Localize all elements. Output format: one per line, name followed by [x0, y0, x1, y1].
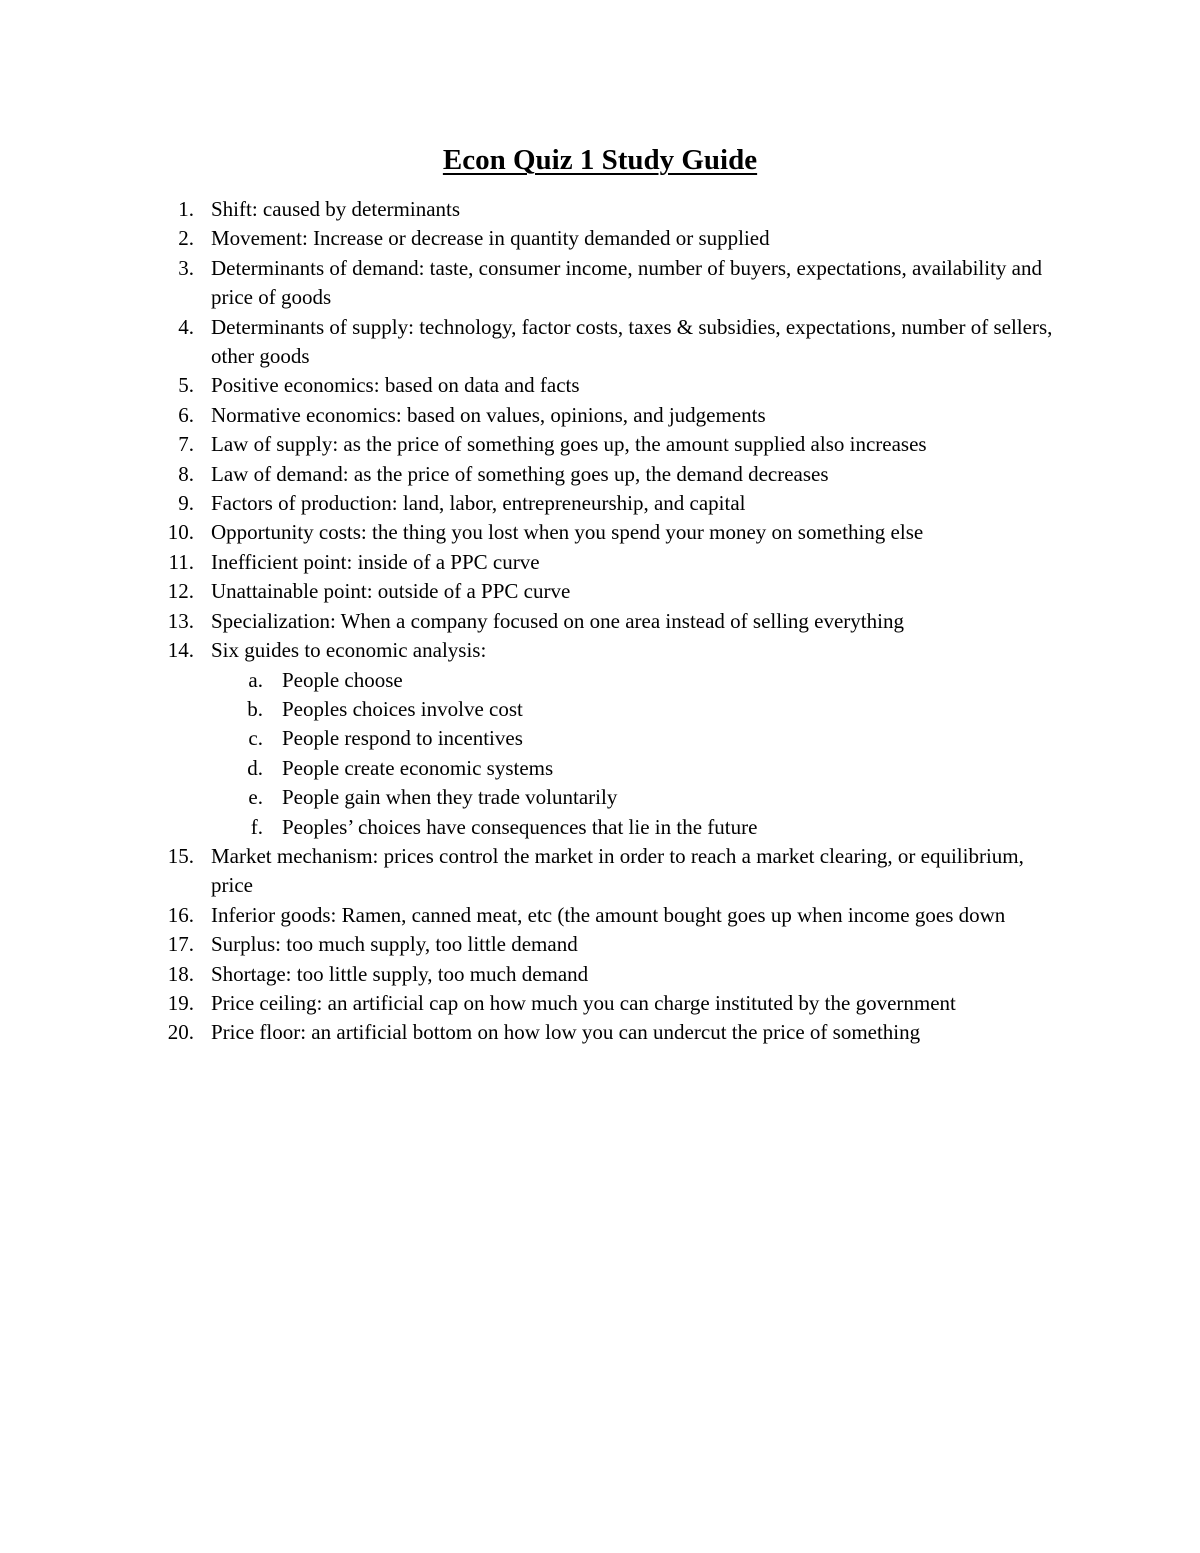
sub-item-letter: c.	[248, 726, 263, 751]
item-number: 11.	[168, 549, 194, 574]
list-item	[0, 842, 1200, 901]
list-item	[0, 548, 1200, 577]
item-number: 16.	[167, 902, 194, 927]
item-text: Normative economics: based on values, opinions, and judgements	[211, 402, 766, 427]
sub-item-text: People respond to incentives	[282, 726, 523, 751]
document-title-text: Econ Quiz 1 Study Guide	[442, 144, 758, 176]
sub-item-text: People create economic systems	[282, 755, 554, 780]
item-number: 9.	[178, 491, 194, 516]
item-number: 19.	[167, 990, 194, 1015]
item-text: Inefficient point: inside of a PPC curve	[211, 549, 540, 574]
study-guide-list	[0, 195, 1200, 1048]
list-item	[0, 901, 1200, 930]
item-text: Unattainable point: outside of a PPC curve	[211, 579, 571, 604]
list-item	[0, 371, 1200, 400]
item-number: 8.	[178, 461, 194, 486]
list-item	[0, 518, 1200, 547]
item-number: 2.	[178, 226, 194, 251]
item-number: 18.	[167, 961, 194, 986]
item-text: Inferior goods: Ramen, canned meat, etc (the amount bought goes up when income goes down	[211, 902, 1006, 927]
item-text: Market mechanism: prices control the market in order to reach a market clearing, or equilibrium, price	[211, 843, 1024, 898]
list-item	[0, 636, 1200, 665]
item-text: Law of demand: as the price of something goes up, the demand decreases	[211, 461, 829, 486]
item-text: Specialization: When a company focused on one area instead of selling everything	[211, 608, 904, 633]
list-item	[0, 195, 1200, 224]
sub-item-text: People choose	[282, 667, 403, 692]
item-number: 6.	[178, 402, 194, 427]
item-number: 5.	[178, 373, 194, 398]
item-text: Price floor: an artificial bottom on how low you can undercut the price of something	[211, 1020, 921, 1045]
item-number: 1.	[178, 197, 194, 221]
sub-item-letter: a.	[248, 667, 263, 692]
list-item	[0, 489, 1200, 518]
list-item	[0, 989, 1200, 1018]
sub-list-item	[0, 813, 1200, 842]
sub-item-text: Peoples’ choices have consequences that lie in the future	[282, 814, 758, 839]
item-number: 14.	[167, 638, 194, 663]
item-text: Price ceiling: an artificial cap on how much you can charge instituted by the government	[211, 990, 956, 1015]
list-item	[0, 401, 1200, 430]
sub-list-item	[0, 724, 1200, 753]
item-text: Shift: caused by determinants	[211, 197, 461, 221]
item-text: Factors of production: land, labor, entrepreneurship, and capital	[211, 491, 746, 516]
item-number: 7.	[178, 432, 194, 457]
item-number: 20.	[167, 1020, 194, 1045]
list-item	[0, 577, 1200, 606]
sub-item-text: People gain when they trade voluntarily	[282, 785, 618, 810]
list-item	[0, 430, 1200, 459]
item-number: 3.	[178, 255, 194, 280]
sub-item-text: Peoples choices involve cost	[282, 696, 523, 721]
list-item	[0, 930, 1200, 959]
sub-item-letter: b.	[247, 696, 263, 721]
item-text: Six guides to economic analysis:	[211, 638, 487, 663]
item-text: Opportunity costs: the thing you lost when you spend your money on something else	[211, 520, 924, 545]
item-text: Surplus: too much supply, too little demand	[211, 932, 578, 957]
item-text: Positive economics: based on data and facts	[211, 373, 580, 398]
list-item	[0, 607, 1200, 636]
item-number: 15.	[167, 843, 194, 868]
item-text: Law of supply: as the price of something goes up, the amount supplied also increases	[211, 432, 927, 457]
item-number: 12.	[167, 579, 194, 604]
item-text: Determinants of supply: technology, factor costs, taxes & subsidies, expectations, number of sellers, other goods	[211, 314, 1053, 369]
list-item	[0, 224, 1200, 253]
sub-list-item	[0, 695, 1200, 724]
sub-list-item	[0, 666, 1200, 695]
item-text: Determinants of demand: taste, consumer income, number of buyers, expectations, availability and price of goods	[211, 255, 1042, 310]
item-number: 4.	[178, 314, 194, 339]
list-item	[0, 254, 1200, 313]
list-item	[0, 960, 1200, 989]
sub-list-item	[0, 783, 1200, 812]
list-item	[0, 1018, 1200, 1047]
document-title	[0, 141, 1200, 179]
item-number: 17.	[167, 932, 194, 957]
sub-item-letter: d.	[247, 755, 263, 780]
list-item	[0, 460, 1200, 489]
item-text: Shortage: too little supply, too much demand	[211, 961, 589, 986]
sub-item-letter: e.	[248, 785, 263, 810]
sub-list-item	[0, 754, 1200, 783]
item-number: 10.	[167, 520, 194, 545]
sub-item-letter: f.	[250, 814, 263, 839]
list-item	[0, 313, 1200, 372]
item-number: 13.	[167, 608, 194, 633]
item-text: Movement: Increase or decrease in quantity demanded or supplied	[211, 226, 770, 251]
